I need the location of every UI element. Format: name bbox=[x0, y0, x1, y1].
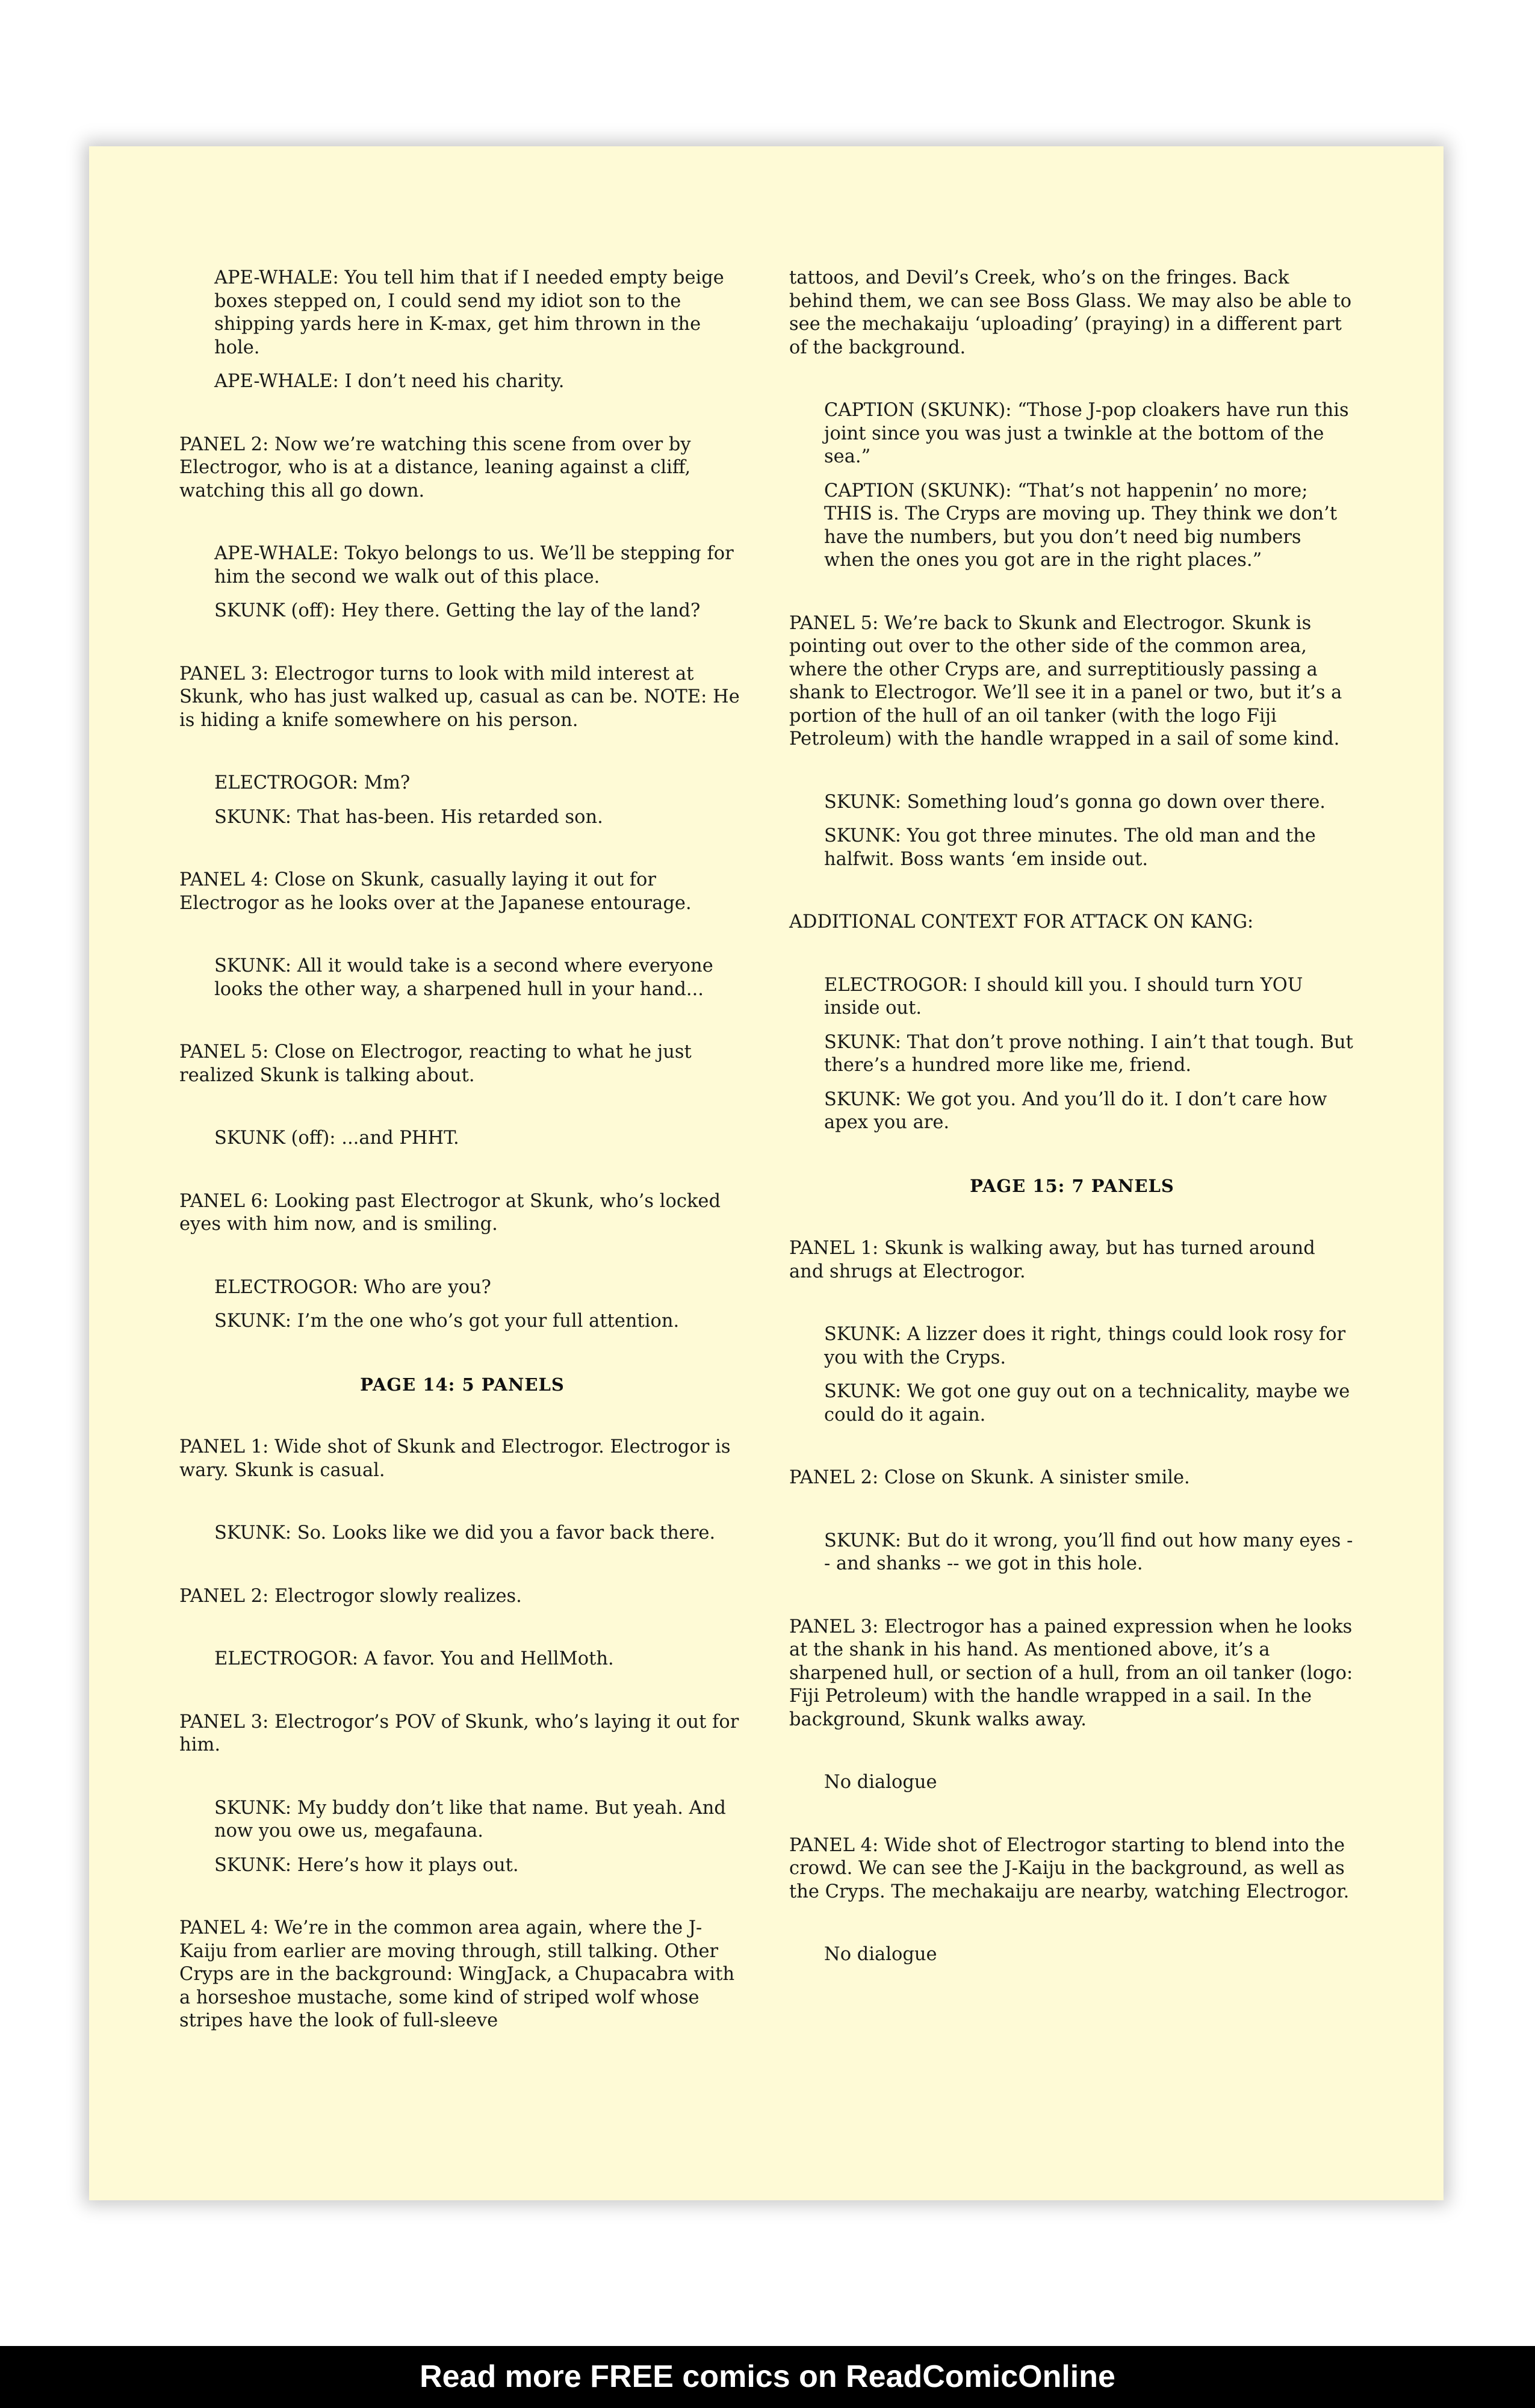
panel-description: PANEL 3: Electrogor has a pained expression when he looks at the shank in his hand. As mentioned above, it’s a sharpened hull, or section of a hull, from an oil tanker (logo: Fiji Petroleum) with the handle wrapped in a sail. In the background, Skunk walks away. bbox=[789, 1616, 1353, 1730]
dialogue-line: SKUNK: You got three minutes. The old man and the halfwit. Boss wants ‘em inside out. bbox=[824, 825, 1316, 870]
panel-description: PANEL 2: Close on Skunk. A sinister smile. bbox=[789, 1467, 1190, 1488]
dialogue-line: CAPTION (SKUNK): “Those J-pop cloakers have run this joint since you was just a twinkle at the bottom of the sea.” bbox=[824, 400, 1349, 467]
dialogue-line: SKUNK: So. Looks like we did you a favor back there. bbox=[214, 1522, 716, 1544]
dialogue-line: SKUNK: I’m the one who’s got your full attention. bbox=[214, 1311, 680, 1332]
dialogue-line: No dialogue bbox=[824, 1772, 937, 1793]
dialogue-line: SKUNK: That has-been. His retarded son. bbox=[214, 806, 603, 828]
panel-description: PANEL 2: Electrogor slowly realizes. bbox=[179, 1585, 522, 1607]
dialogue-line: ELECTROGOR: Who are you? bbox=[214, 1276, 491, 1298]
panel-description: PANEL 2: Now we’re watching this scene from over by Electrogor, who is at a distance, leaning against a cliff, watching this all go down. bbox=[179, 433, 691, 501]
panel-description: tattoos, and Devil’s Creek, who’s on the fringes. Back behind them, we can see Boss Glass. We may also be able to see the mechakaiju ‘uploading’ (praying) in a different part of the background. bbox=[789, 267, 1352, 358]
dialogue-line: ELECTROGOR: A favor. You and HellMoth. bbox=[214, 1648, 614, 1669]
dialogue-line: SKUNK: We got you. And you’ll do it. I don’t care how apex you are. bbox=[824, 1088, 1327, 1133]
dialogue-line: SKUNK: That don’t prove nothing. I ain’t that tough. But there’s a hundred more like me, friend. bbox=[824, 1031, 1353, 1076]
panel-description: PANEL 4: We’re in the common area again, where the J-Kaiju from earlier are moving through, still talking. Other Cryps are in the background: WingJack, a Chupacabra with a horseshoe mustache, some kind of striped wolf whose stripes have the look of full-sleeve bbox=[179, 1917, 735, 2031]
right-column bbox=[789, 267, 1355, 2006]
dialogue-line: SKUNK: Something loud’s gonna go down over there. bbox=[824, 791, 1326, 813]
dialogue-line: SKUNK: A lizzer does it right, things could look rosy for you with the Cryps. bbox=[824, 1324, 1346, 1368]
dialogue-line: SKUNK: All it would take is a second where everyone looks the other way, a sharpened hull in your hand... bbox=[214, 955, 713, 1000]
dialogue-line: SKUNK (off): Hey there. Getting the lay of the land? bbox=[214, 600, 701, 621]
dialogue-line: SKUNK: We got one guy out on a technicality, maybe we could do it again. bbox=[824, 1381, 1350, 1426]
dialogue-line: ELECTROGOR: I should kill you. I should turn YOU inside out. bbox=[824, 974, 1303, 1019]
dialogue-line: SKUNK: Here’s how it plays out. bbox=[214, 1854, 519, 1876]
dialogue-line: SKUNK: My buddy don’t like that name. But yeah. And now you owe us, megafauna. bbox=[214, 1797, 726, 1842]
panel-description: PANEL 5: Close on Electrogor, reacting to what he just realized Skunk is talking about. bbox=[179, 1041, 692, 1086]
left-column bbox=[179, 267, 745, 2073]
footer-banner-link[interactable]: Read more FREE comics on ReadComicOnline bbox=[0, 2346, 1535, 2408]
dialogue-line: SKUNK: But do it wrong, you’ll find out how many eyes -- and shanks -- we got in this hole. bbox=[824, 1530, 1353, 1574]
panel-description: PANEL 3: Electrogor turns to look with mild interest at Skunk, who has just walked up, casual as can be. NOTE: He is hiding a knife somewhere on his person. bbox=[179, 663, 740, 731]
panel-description: PANEL 1: Wide shot of Skunk and Electrogor. Electrogor is wary. Skunk is casual. bbox=[179, 1436, 731, 1481]
dialogue-line: CAPTION (SKUNK): “That’s not happenin’ no more; THIS is. The Cryps are moving up. They think we don’t have the numbers, but you don’t need big numbers when the ones you got are in the right places.” bbox=[824, 480, 1338, 571]
dialogue-line: APE-WHALE: Tokyo belongs to us. We’ll be stepping for him the second we walk out of this place. bbox=[214, 543, 734, 588]
page-heading: PAGE 14: 5 PANELS bbox=[360, 1374, 565, 1395]
dialogue-line: SKUNK (off): ...and PHHT. bbox=[214, 1128, 459, 1149]
panel-description: PANEL 3: Electrogor’s POV of Skunk, who’s laying it out for him. bbox=[179, 1711, 739, 1755]
panel-description: ADDITIONAL CONTEXT FOR ATTACK ON KANG: bbox=[789, 911, 1254, 932]
dialogue-line: APE-WHALE: I don’t need his charity. bbox=[214, 371, 565, 392]
panel-description: PANEL 6: Looking past Electrogor at Skunk, who’s locked eyes with him now, and is smiling. bbox=[179, 1190, 721, 1235]
page-heading: PAGE 15: 7 PANELS bbox=[970, 1175, 1174, 1196]
panel-description: PANEL 4: Wide shot of Electrogor starting to blend into the crowd. We can see the J-Kaiju in the background, as well as the Cryps. The mechakaiju are nearby, watching Electrogor. bbox=[789, 1834, 1350, 1902]
panel-description: PANEL 4: Close on Skunk, casually laying it out for Electrogor as he looks over at the Japanese entourage. bbox=[179, 869, 692, 914]
panel-description: PANEL 5: We’re back to Skunk and Electrogor. Skunk is pointing out over to the other side of the common area, where the other Cryps are, and surreptitiously passing a shank to Electrogor. We’ll see it in a panel or two, but it’s a portion of the hull of an oil tanker (with the logo Fiji Petroleum) with the handle wrapped in a sail of some kind. bbox=[789, 612, 1342, 749]
dialogue-line: APE-WHALE: You tell him that if I needed empty beige boxes stepped on, I could send my idiot son to the shipping yards here in K-max, get him thrown in the hole. bbox=[214, 267, 724, 358]
dialogue-line: ELECTROGOR: Mm? bbox=[214, 772, 411, 793]
dialogue-line: No dialogue bbox=[824, 1944, 937, 1965]
panel-description: PANEL 1: Skunk is walking away, but has turned around and shrugs at Electrogor. bbox=[789, 1238, 1315, 1282]
